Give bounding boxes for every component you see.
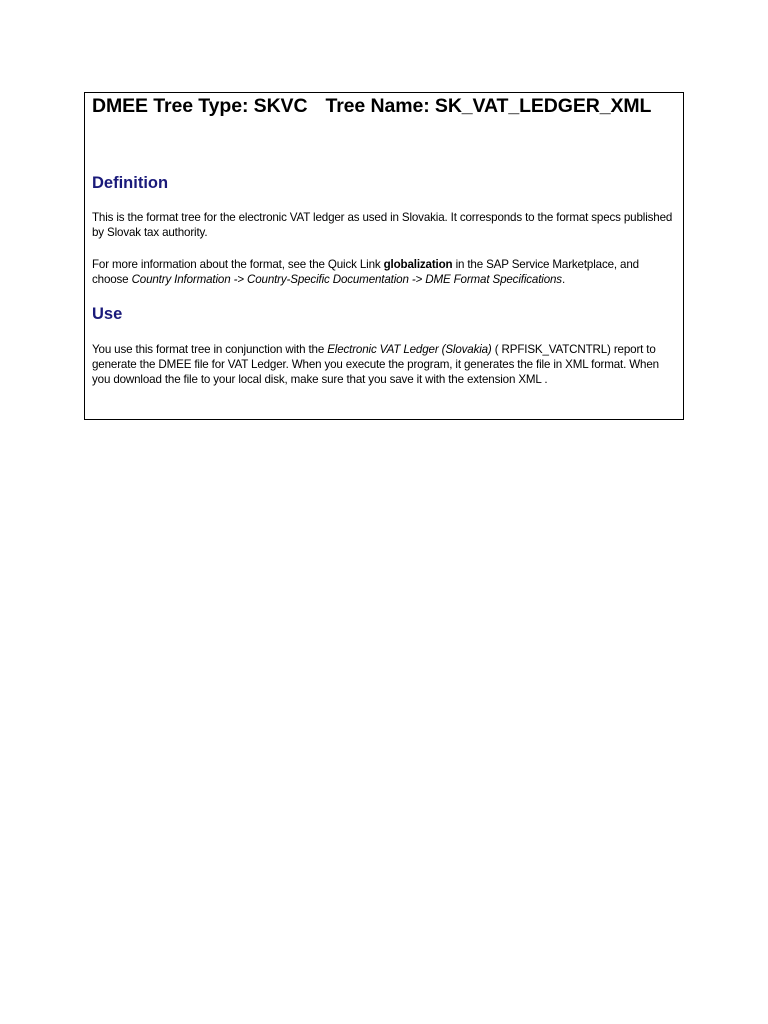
use-text-after: ( RPFISK_VATCNTRL) report to generate the DMEE file for VAT Ledger. When you execute the program, it generates the file in XML format. When you download the file to your local disk, make sure that you save it with the extension XML . (92, 343, 659, 386)
para2-text-before: For more information about the format, see the Quick Link (92, 258, 384, 271)
page-title (92, 95, 651, 118)
use-paragraph (92, 342, 678, 387)
use-text-before: You use this format tree in conjunction with the (92, 343, 328, 356)
report-name: Electronic VAT Ledger (Slovakia) (327, 343, 492, 356)
definition-paragraph-1: This is the format tree for the electronic VAT ledger as used in Slovakia. It corresponds to the format specs published by Slovak tax authority. (92, 211, 673, 239)
para2-text-end: . (561, 273, 566, 286)
definition-heading: Definition (92, 174, 169, 192)
tree-name-label: Tree Name: SK_VAT_LEDGER_XML (325, 95, 652, 117)
definition-paragraph-2 (92, 257, 678, 287)
para2-text-after: in the SAP Service Marketplace, and choose (92, 258, 639, 286)
globalization-quick-link: globalization (383, 258, 453, 271)
document-box (84, 92, 684, 420)
menu-path: Country Information -> Country-Specific Documentation -> DME Format Specifications (131, 273, 562, 286)
use-heading: Use (92, 305, 123, 323)
tree-type-label: DMEE Tree Type: SKVC (92, 95, 308, 117)
